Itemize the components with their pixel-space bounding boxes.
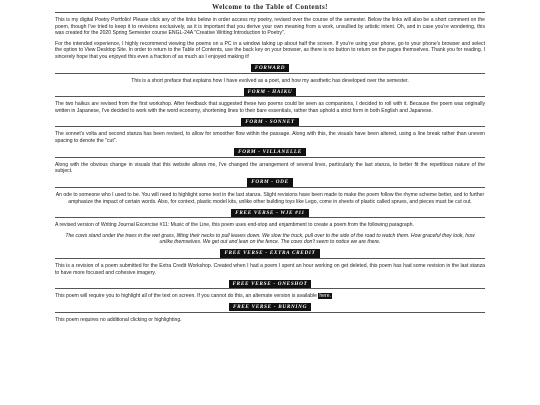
divider	[55, 217, 485, 218]
page-title: Welcome to the Table of Contents!	[212, 3, 328, 11]
section-comment	[55, 293, 485, 300]
section-comment: An ode to someone who I used to be. You will need to highlight some text in the last stanza. Slight revisions have been made to make the poem follow the rhyme scheme better, and to further amphasize the impact of certain words. Also, for context, plastic model kits, unlike other building toys like Lego, come in sheets of plastic called sprues, and pieces must be cut out.	[55, 191, 485, 205]
section-oneshot	[55, 279, 485, 300]
section-comment: The two haikus are revised from the first workshop. After feedback that suggested these two poems could be seen as companions, I decided to roll with it. Because the poem was originally written in Japanese, I've decided to work with the word economy, shortening lines to their bare essentials, rather than uphold a strict form in both English and Japanese.	[55, 101, 485, 114]
divider	[55, 12, 485, 13]
section-wje11	[55, 208, 485, 246]
divider	[55, 96, 485, 97]
section-haiku	[55, 87, 485, 114]
section-comment: Along with the obvious change in visuals that this website allows me, I've changed the arrangement of several lines, particularly the last stanza, to better fit the repetitious nature of the subject.	[55, 161, 485, 175]
alternate-version-link[interactable]: here.	[319, 293, 331, 300]
divider	[55, 157, 485, 158]
oneshot-comment-text: This poem will require you to highlight all of the text on screen. If you cannot do this, an alternate version is available	[55, 293, 317, 300]
section-sonnet	[55, 117, 485, 144]
divider	[55, 126, 485, 127]
intro-paragraph-2: For the intended experience, I highly recommend viewing the poems on a PC in a window taking up about half the screen. If you're using your phone, go to your phone's browser and select the option to View Desktop Site. In order to return to the Table of Contents, use the back key on your browser, as there is no button to return on the pages themselves. Thank you for reading. I sincerely hope that you enjoyed this even a fraction of as much as I enjoyed making it!	[55, 40, 485, 61]
divider	[55, 187, 485, 188]
sonnet-link-button[interactable]: FORM - SONNET	[241, 118, 298, 126]
quoted-paragraph: The cows stand under the trees in the wet grass, lifting their necks to pull leaves down. We slow the truck, pull over to the side of the road to watch them. How graceful they look, how unlike themselves. We get out and lean on the fence. The cows don't seem to notice we are there.	[65, 232, 475, 246]
section-comment: This is a short preface that explains how I have evolved as a poet, and how my aesthetic has developed over the semester.	[131, 77, 409, 84]
section-ode	[55, 178, 485, 205]
section-comment: The sonnet's volta and second stanza has been revised, to allow for smoother flow within the passage. Along with this, the visuals have been altered, using a line break rather than uneven spacing to denote the "cut".	[55, 131, 485, 145]
section-villanelle	[55, 148, 485, 175]
extra-credit-link-button[interactable]: FREE VERSE - EXTRA CREDIT	[220, 249, 319, 257]
section-burning	[55, 303, 485, 324]
section-extra-credit	[55, 249, 485, 276]
divider	[55, 258, 485, 259]
section-comment: This poem requires no additional clicking or highlighting.	[55, 316, 182, 323]
section-comment: This is a revision of a poem submitted for the Extra Credit Workshop. Created when I had a poem I spent an hour working on get deleted, this poem has had some revision in the last stanza to have more focused and cohesive imagery.	[55, 262, 485, 276]
ode-link-button[interactable]: FORM - ODE	[247, 178, 293, 186]
divider	[55, 73, 485, 74]
haiku-link-button[interactable]: FORM - HAIKU	[244, 88, 297, 96]
divider	[55, 288, 485, 289]
wje11-link-button[interactable]: FREE VERSE - WJE #11	[231, 209, 309, 217]
section-comment: A revised version of Writing Journal Excercise #11: Music of the Line, this poem uses end-stop and enjambment to create a poem from the following paragraph.	[55, 222, 414, 229]
section-forward	[55, 64, 485, 85]
intro-paragraph-1: This is my digital Poetry Portfolio! Please click any of the links below in order access my poetry, revised over the course of the semester. Below the links will also be a short comment on the poem, though I've tried to keep it to revisions exclusively, as it is important that you derive your own meaning from a work, unsullied by artistic intent. Oh, and in case you're wondering, this was created for the 2020 Spring Semester course ENGL-24A "Creative Writing:Introduction to Poetry".	[55, 17, 485, 37]
divider	[55, 312, 485, 313]
burning-link-button[interactable]: FREE VERSE - BURNING	[229, 303, 311, 311]
oneshot-link-button[interactable]: FREE VERSE - ONESHOT	[229, 280, 312, 288]
forward-link-button[interactable]: FORWARD	[251, 64, 289, 72]
villanelle-link-button[interactable]: FORM - VILLANELLE	[234, 148, 306, 156]
